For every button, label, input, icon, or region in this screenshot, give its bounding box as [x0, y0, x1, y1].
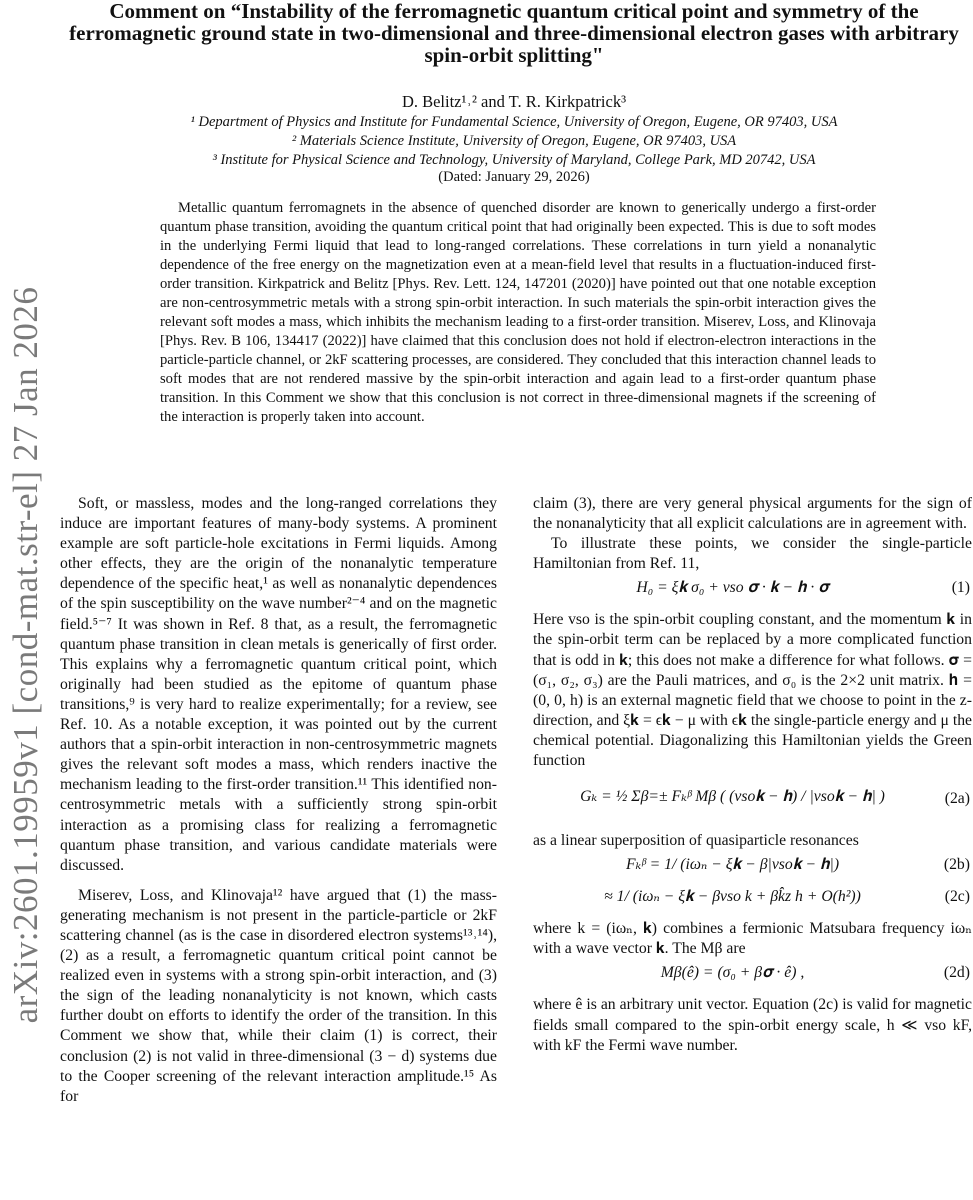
arxiv-identifier: arXiv:2601.19959v1 [cond-mat.str-el] 27 Jan 2026: [6, 286, 45, 1024]
equation-2b-number: (2b): [943, 856, 970, 874]
equation-2b-body: Fₖᵝ = 1/ (iωₙ − ξ𝐤 − β|vso𝐤 − 𝐡|): [625, 856, 840, 874]
left-column: [60, 494, 497, 1107]
affiliation-1: ¹ Department of Physics and Institute for Fundamental Science, University of Oregon, Eugene, OR 97403, USA: [190, 114, 838, 130]
paragraph-hamiltonian: Here vso is the spin-orbit coupling constant, and the momentum 𝐤 in the spin-orbit term can be replaced by a more complicated function that is odd in 𝐤; this does not make a difference for what follows. 𝛔 = (σ₁, σ₂, σ₃) are the Pauli matrices, and σ₀ is the 2×2 unit matrix. 𝐡 = (0, 0, h) is an external magnetic field that we choose to point in the z-direction, and ξ𝐤 = ϵ𝐤 − μ with ϵ𝐤 the single-particle energy and μ the chemical potential. Diagonalizing this Hamiltonian yields the Green function: [533, 611, 972, 770]
equation-1-number: (1): [951, 579, 970, 597]
arxiv-sidebar: [6, 265, 46, 1045]
equation-2c-body: ≈ 1/ (iωₙ − ξ𝐤 − βvso k + βk̂z h + O(h²)): [604, 888, 861, 906]
paragraph-intro: Soft, or massless, modes and the long-ranged correlations they induce are important features of many-body systems. A prominent example are soft particle-hole excitations in Fermi liquids. Among other effects, they are the origin of the nonanalytic temperature dependence of the specific heat,¹ as well as nonanalytic dependences of the spin susceptibility on the wave number²⁻⁴ and on the magnetic field.⁵⁻⁷ It was shown in Ref. 8 that, as a result, the ferromagnetic quantum phase transition in clean metals is generically of first order. This explains why a ferromagnetic quantum critical point, which originally had been studied as the epitome of quantum phase transitions,⁹ is very hard to realize experimentally; for a review, see Ref. 10. As a notable exception, it was pointed out by the current authors that a spin-orbit interaction in non-centrosymmetric magnets gives the relevant soft modes a mass, which renders inactive the mechanism leading to the first-order transition.¹¹ This identified non-centrosymmetric metals with a sufficiently strong spin-orbit interaction as a promising class for realizing a ferromagnetic quantum phase transition, and various candidate materials were discussed.: [60, 495, 497, 874]
equation-1-body: H₀ = ξ𝐤 σ₀ + vso 𝛔 · 𝐤 − 𝐡 · 𝛔: [636, 579, 829, 597]
equation-2a: [533, 775, 972, 827]
equation-2d-body: Mβ(ê) = (σ₀ + β𝛔 · ê) ,: [660, 964, 805, 982]
equation-2a-number: (2a): [944, 790, 970, 808]
abstract-text: Metallic quantum ferromagnets in the absence of quenched disorder are known to generically undergo a first-order quantum phase transition, avoiding the quantum critical point that had originally been expected. This is due to soft modes in the underlying Fermi liquid that lead to long-ranged correlations. These correlations in turn yield a nonanalytic dependence of the free energy on the magnetization even at a mean-field level that results in a fluctuation-induced first-order transition. Kirkpatrick and Belitz [Phys. Rev. Lett. 124, 147201 (2020)] have pointed out that one notable exception are non-centrosymmetric metals with a strong spin-orbit interaction. In such materials the spin-orbit interaction gives the relevant soft modes a mass, which inhibits the mechanism leading to a first-order transition. Miserev, Loss, and Klinovaja [Phys. Rev. B 106, 134417 (2022)] have claimed that this conclusion does not hold if electron-electron interactions in the particle-particle channel, or 2kF scattering processes, are considered. They concluded that this interaction channel leads to soft modes that are not rendered massive by the spin-orbit interaction and again lead to a first-order quantum phase transition. In this Comment we show that this conclusion is not correct in three-dimensional magnets if the screening of the interaction is properly taken into account.: [160, 200, 876, 425]
paragraph-illustrate: To illustrate these points, we consider the single-particle Hamiltonian from Ref. 11,: [533, 535, 972, 573]
paragraph-claim3: claim (3), there are very general physical arguments for the sign of the nonanalyticity that all explicit calculations are in agreement with.: [533, 495, 972, 533]
equation-2c: [533, 887, 972, 915]
equation-2b: [533, 855, 972, 883]
date-line: (Dated: January 29, 2026): [438, 169, 590, 185]
paragraph-superposition: as a linear superposition of quasiparticle resonances: [533, 832, 859, 850]
affiliations: [55, 113, 973, 170]
abstract: [160, 199, 876, 427]
paragraph-validity: where ê is an arbitrary unit vector. Equation (2c) is valid for magnetic fields small compared to the spin-orbit energy scale, h ≪ vso kF, with kF the Fermi wave number.: [533, 996, 972, 1054]
affiliation-2: ² Materials Science Institute, University of Oregon, Eugene, OR 97403, USA: [291, 133, 737, 149]
affiliation-3: ³ Institute for Physical Science and Technology, University of Maryland, College Park, MD 20742, USA: [212, 152, 816, 168]
equation-1: [533, 578, 972, 606]
equation-2d: [533, 963, 972, 991]
equation-2c-number: (2c): [944, 888, 970, 906]
paragraph-matsubara: where k = (iωₙ, 𝐤) combines a fermionic Matsubara frequency iωₙ with a wave vector 𝐤. The Mβ are: [533, 920, 972, 958]
right-column: [533, 494, 972, 1056]
equation-2d-number: (2d): [943, 964, 970, 982]
author-list: D. Belitz¹˒² and T. R. Kirkpatrick³: [401, 92, 627, 111]
equation-2a-body: Gₖ = ½ Σβ=± Fₖᵝ Mβ ( (vso𝐤 − 𝐡) / |vso𝐤 − 𝐡| ): [580, 788, 885, 806]
paper-title: Comment on “Instability of the ferromagnetic quantum critical point and symmetry of the ferromagnetic ground state in two-dimensional and three-dimensional electron gases with arbitrary spin-orbit splitting": [69, 0, 959, 67]
paragraph-miserev: Miserev, Loss, and Klinovaja¹² have argued that (1) the mass-generating mechanism is not present in the particle-particle or 2kF scattering channel (as is the case in disordered electron systems¹³˒¹⁴), (2) as a result, a ferromagnetic quantum critical point cannot be realized even in systems with a strong spin-orbit interaction, and (3) the sign of the leading nonanalyticity is not known, which casts further doubt on efforts to identify the order of the transition. In this Comment we show that, while their claim (1) is correct, their conclusion (2) is not valid in three-dimensional (3 − d) systems due to the Cooper screening of the relevant interaction amplitude.¹⁵ As for: [60, 886, 497, 1105]
